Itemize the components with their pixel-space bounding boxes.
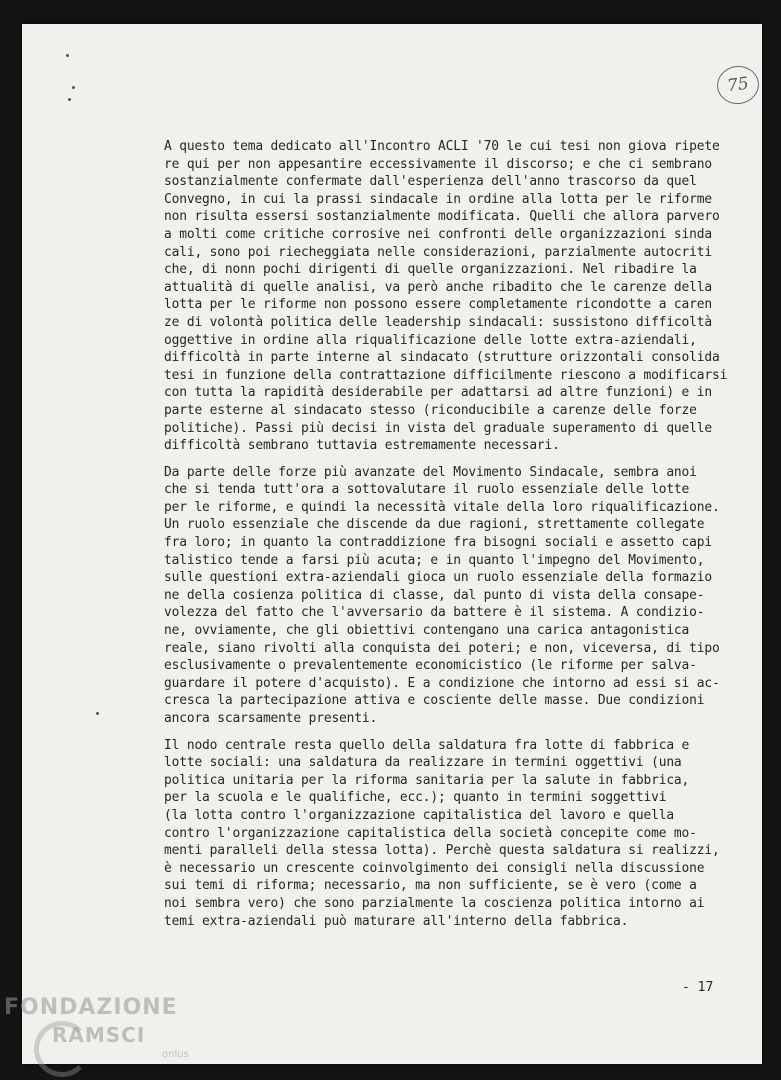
text-line: Convegno, in cui la prassi sindacale in ordine alla lotta per le riforme: [164, 191, 712, 207]
text-line: difficoltà sembrano tuttavia estremamente necessari.: [164, 438, 560, 454]
text-line: reale, siano rivolti alla conquista dei poteri; e non, viceversa, di tipo: [164, 640, 720, 656]
page-number: - 17: [682, 980, 714, 995]
text-line: per le riforme, e quindi la necessità vitale della loro riqualificazione.: [164, 499, 720, 515]
paragraph: [164, 138, 728, 455]
text-line: ze di volontà politica delle leadership sindacali: sussistono difficoltà: [164, 314, 712, 330]
text-line: esclusivamente o prevalentemente economicistico (le riforme per salva-: [164, 658, 697, 674]
text-line: a molti come critiche corrosive nei confronti delle organizzazioni sinda: [164, 226, 712, 242]
text-line: oggettive in ordine alla riqualificazione delle lotte extra-aziendali,: [164, 332, 697, 348]
text-line: temi extra-aziendali può maturare all'interno della fabbrica.: [164, 913, 629, 929]
text-line: cresca la partecipazione attiva e cosciente delle masse. Due condizioni: [164, 693, 705, 709]
text-line: lotta per le riforme non possono essere completamente ricondotte a caren: [164, 297, 712, 313]
text-line: che si tenda tutt'ora a sottovalutare il ruolo essenziale delle lotte: [164, 482, 690, 498]
text-line: sostanzialmente confermate dall'esperienza dell'anno trascorso da quel: [164, 174, 697, 190]
text-line: che, di nonn pochi dirigenti di quelle organizzazioni. Nel ribadire la: [164, 262, 697, 278]
text-line: attualità di quelle analisi, va però anche ribadito che le carenze della: [164, 279, 712, 295]
text-line: ne della cosienza politica di classe, dal punto di vista della consape-: [164, 587, 705, 603]
text-line: guardare il potere d'acquisto). E a condizione che intorno ad essi si ac-: [164, 675, 720, 691]
text-line: Il nodo centrale resta quello della saldatura fra lotte di fabbrica e: [164, 737, 690, 753]
text-line: A questo tema dedicato all'Incontro ACLI '70 le cui tesi non giova ripete: [164, 139, 720, 154]
text-line: Un ruolo essenziale che discende da due ragioni, strettamente collegate: [164, 517, 705, 533]
watermark-line3: onlus: [162, 1049, 189, 1060]
text-line: con tutta la rapidità desiderabile per adattarsi ad altre funzioni) e in: [164, 385, 712, 401]
text-line: sui temi di riforma; necessario, ma non sufficiente, se è vero (come a: [164, 878, 697, 894]
punch-mark: [96, 712, 99, 715]
text-line: non risulta essersi sostanzialmente modificata. Quelli che allora parvero: [164, 209, 720, 225]
watermark-line1: FONDAZIONE: [4, 995, 178, 1020]
text-line: ancora scarsamente presenti.: [164, 711, 378, 726]
text-line: parte esterne al sindacato stesso (riconducibile a carenze delle forze: [164, 402, 697, 418]
text-line: Da parte delle forze più avanzate del Movimento Sindacale, sembra anoi: [164, 464, 697, 480]
watermark-logo: [4, 995, 204, 1075]
text-line: tesi in funzione della contrattazione difficilmente riescono a modificarsi: [164, 367, 728, 383]
text-line: cali, sono poi riecheggiata nelle considerazioni, parzialmente autocriti: [164, 244, 712, 260]
paragraph: [164, 737, 720, 931]
text-line: contro l'organizzazione capitalistica della società concepite come mo-: [164, 825, 697, 841]
punch-mark: [72, 86, 75, 89]
text-line: per la scuola e le qualifiche, ecc.); quanto in termini soggettivi: [164, 790, 667, 806]
text-line: re qui per non appesantire eccessivamente il discorso; e che ci sembrano: [164, 156, 712, 172]
text-line: ne, ovviamente, che gli obiettivi contengano una carica antagonistica: [164, 623, 690, 639]
text-line: politiche). Passi più decisi in vista del graduale superamento di quelle: [164, 420, 712, 436]
text-line: fra loro; in quanto la contraddizione fra bisogni sociali e assetto capi: [164, 535, 712, 551]
body-text: [164, 138, 728, 939]
text-line: lotte sociali: una saldatura da realizzare in termini oggettivi (una: [164, 755, 682, 771]
text-line: sulle questioni extra-aziendali gioca un ruolo essenziale della formazio: [164, 570, 712, 586]
text-line: politica unitaria per la riforma sanitaria per la salute in fabbrica,: [164, 772, 690, 788]
punch-mark: [66, 54, 69, 57]
handwritten-annotation: 75: [715, 63, 762, 106]
paragraph: [164, 464, 720, 728]
text-line: (la lotta contro l'organizzazione capitalistica del lavoro e quella: [164, 807, 674, 823]
text-line: difficoltà in parte interne al sindacato (strutture orizzontali consolida: [164, 350, 720, 366]
text-line: menti paralleli della stessa lotta). Perchè questa saldatura si realizzi,: [164, 843, 720, 859]
text-line: volezza del fatto che l'avversario da battere è il sistema. A condizio-: [164, 605, 705, 621]
text-line: noi sembra vero) che sono parzialmente la coscienza politica intorno ai: [164, 895, 705, 911]
punch-mark: [68, 98, 71, 101]
text-line: è necessario un crescente coinvolgimento dei consigli nella discussione: [164, 860, 705, 876]
watermark-line2: RAMSCI: [52, 1023, 146, 1047]
document-page: [22, 24, 762, 1064]
text-line: talistico tende a farsi più acuta; e in quanto l'impegno del Movimento,: [164, 552, 705, 568]
